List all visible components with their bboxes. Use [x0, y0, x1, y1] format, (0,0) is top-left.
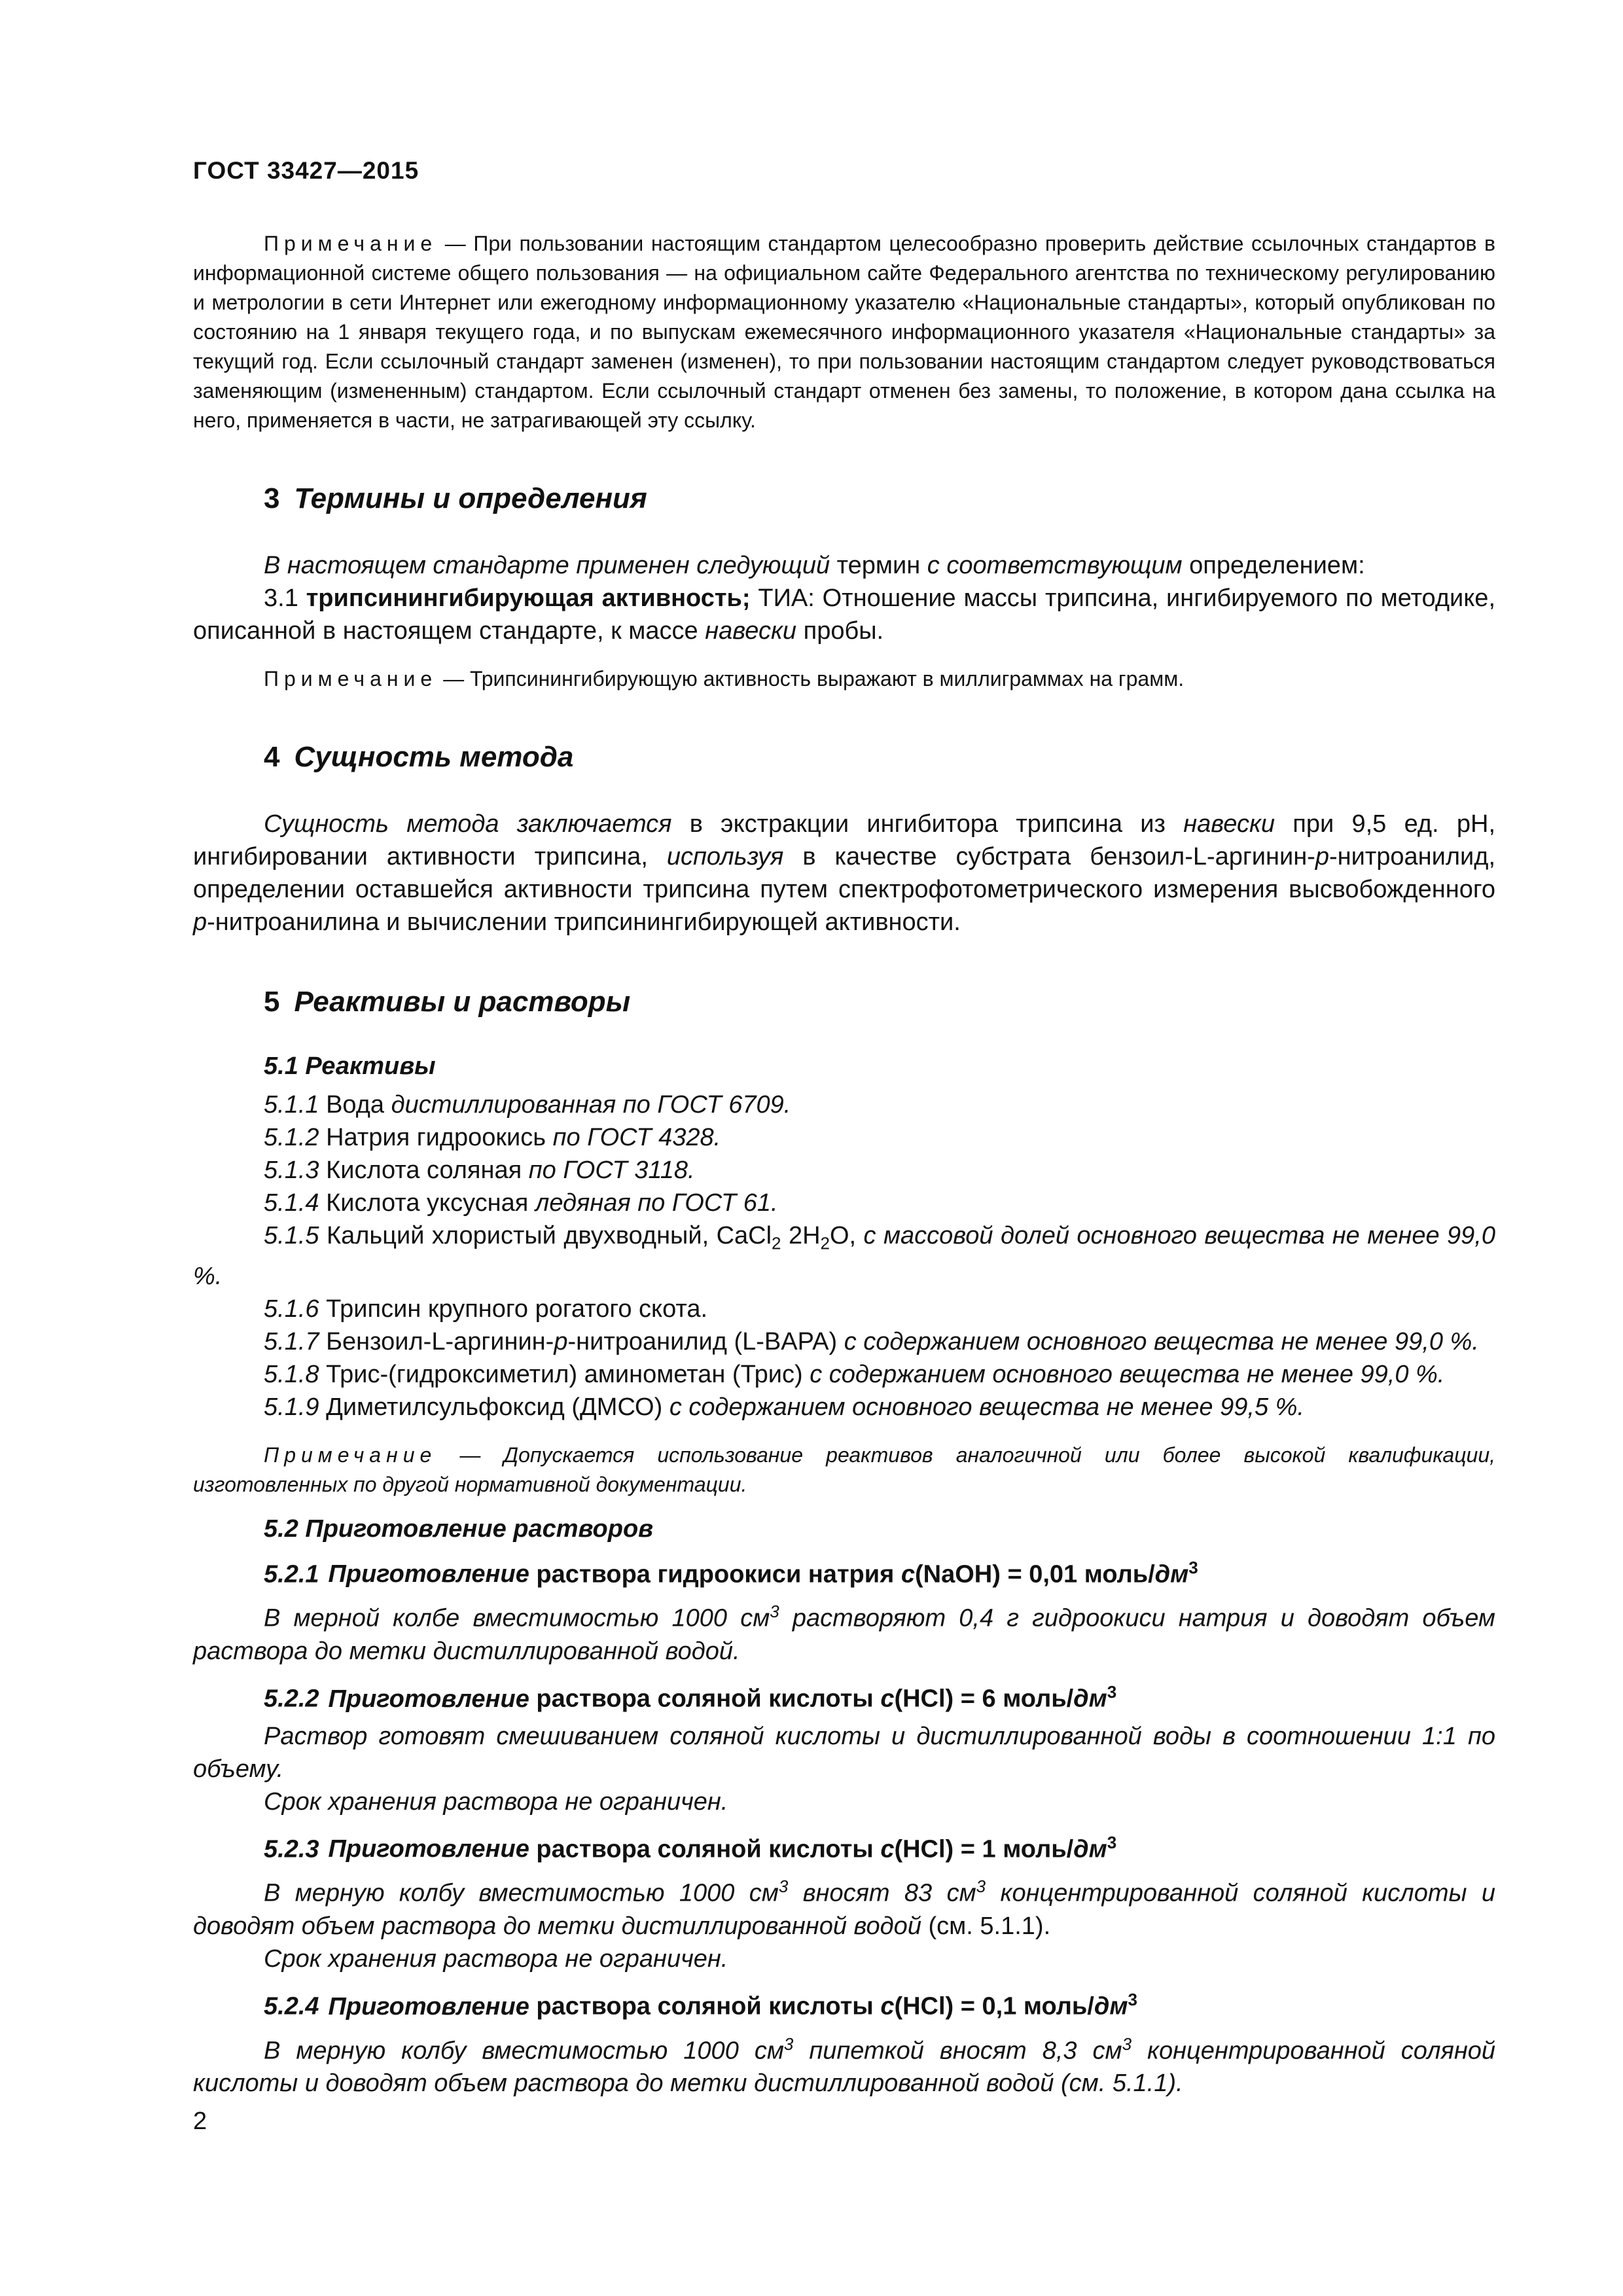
definition-3-1: 3.1 трипсинингибирующая активность; ТИА: Отношение массы трипсина, ингибируемого по методике, описанной в настоящем стандарте, к массе навески пробы. — [193, 584, 1495, 645]
sec4-paragraph: Сущность метода заключается в экстракции ингибитора трипсина из навески при 9,5 ед. pH, ингибировании активности трипсина, используя в качестве субстрата бензоил-L-аргинин-p-нитроанилид, определении оставшейся активности трипсина путем спектрофотометрического измерения высвобожденного p-нитроанилина и вычислении трипсинингибирующей активности. — [193, 810, 1496, 936]
reagent-5-1-1: 5.1.1 Вода дистиллированная по ГОСТ 6709. — [264, 1091, 791, 1119]
storage-note-5-2-3: Срок хранения раствора не ограничен. — [264, 1945, 728, 1973]
page-content — [193, 229, 1495, 2100]
note-references: Примечание — При пользовании настоящим стандартом целесообразно проверить действие ссылочных стандартов в информационной системе общего пользования — на официальном сайте Федерального агентства по техническому регулированию и метрологии в сети Интернет или ежегодному информационному указателю «Национальные стандарты», который опубликован по состоянию на 1 января текущего года, и по выпускам ежемесячного информационного указателя «Национальные стандарты» за текущий год. Если ссылочный стандарт заменен (изменен), то при пользовании настоящим стандартом следует руководствоваться заменяющим (измененным) стандартом. Если ссылочный стандарт отменен без замены, то положение, в котором дана ссылка на него, применяется в части, не затрагивающей эту ссылку. — [193, 232, 1495, 432]
document-code: ГОСТ 33427—2015 — [193, 157, 419, 184]
section-4-heading: 4 Сущность метода — [264, 741, 574, 773]
solution-5-2-3-heading: 5.2.3 Приготовление раствора соляной кислоты c(HCl) = 1 моль/$дм^3$ — [264, 1832, 1117, 1863]
reagent-5-1-5: 5.1.5 Кальций хлористый двухводный, CaCl$_2$ $2H_2O$, с массовой долей основного вещества не менее 99,0 %. — [193, 1222, 1495, 1290]
solution-5-2-2-text: Раствор готовят смешиванием соляной кислоты и дистиллированной воды в соотношении 1:1 по объему. — [193, 1722, 1495, 1783]
note-reagents: Примечание — Допускается использование реактивов аналогичной или более высокой квалификации, изготовленных по другой нормативной документации. — [193, 1443, 1495, 1496]
section-3-heading: 3 Термины и определения — [264, 482, 647, 514]
reagent-5-1-2: 5.1.2 Натрия гидроокись по ГОСТ 4328. — [264, 1124, 721, 1151]
reagent-5-1-3: 5.1.3 Кислота соляная по ГОСТ 3118. — [264, 1157, 695, 1184]
note-label: Примечание — [264, 232, 438, 255]
reagent-5-1-9: 5.1.9 Диметилсульфоксид (ДМСО) с содержанием основного вещества не менее 99,5 %. — [264, 1393, 1304, 1421]
subsection-5-1-heading: 5.1 Реактивы — [264, 1052, 436, 1080]
solution-5-2-4-text: В мерную колбу вместимостью 1000 $см^3$ пипеткой вносят 8,3 $см^3$ концентрированной соляной кислоты и доводят объем раствора до метки дистиллированной водой (см. 5.1.1). — [193, 2034, 1495, 2098]
reagent-5-1-4: 5.1.4 Кислота уксусная ледяная по ГОСТ 61. — [264, 1189, 778, 1217]
note-tia: Примечание — Трипсинингибирующую активность выражают в миллиграммах на грамм. — [264, 667, 1185, 691]
subsection-5-2-heading: 5.2 Приготовление растворов — [264, 1515, 654, 1543]
solution-5-2-3-text: В мерную колбу вместимостью 1000 $см^3$ вносят 83 $см^3$ концентрированной соляной кислоты и доводят объем раствора до метки дистиллированной водой (см. 5.1.1). — [193, 1876, 1496, 1940]
solution-5-2-1-heading: 5.2.1 Приготовление раствора гидроокиси натрия c(NaOH) = 0,01 моль/$дм^3$ — [264, 1557, 1198, 1588]
reagent-5-1-6: 5.1.6 Трипсин крупного рогатого скота. — [264, 1295, 708, 1323]
solution-5-2-2-heading: 5.2.2 Приготовление раствора соляной кислоты c(HCl) = 6 моль/$дм^3$ — [264, 1681, 1117, 1713]
reagent-5-1-7: 5.1.7 Бензоил-L-аргинин-p-нитроанилид (L-BAPA) с содержанием основного вещества не менее 99,0 %. — [264, 1327, 1479, 1355]
page-number: 2 — [193, 2108, 207, 2135]
section-5-heading: 5 Реактивы и растворы — [264, 986, 631, 1018]
sec3-intro: В настоящем стандарте применен следующий термин с соответствующим определением: — [264, 552, 1365, 579]
solution-5-2-1-text: В мерной колбе вместимостью 1000 $см^3$ растворяют 0,4 г гидроокиси натрия и доводят объем раствора до метки дистиллированной водой. — [193, 1602, 1495, 1665]
solution-5-2-4-heading: 5.2.4 Приготовление раствора соляной кислоты c(HCl) = 0,1 моль/$дм^3$ — [264, 1989, 1137, 2020]
storage-note-5-2-2: Срок хранения раствора не ограничен. — [264, 1787, 728, 1816]
reagent-5-1-8: 5.1.8 Трис-(гидроксиметил) аминометан (Трис) с содержанием основного вещества не менее 99,0 %. — [264, 1360, 1445, 1388]
